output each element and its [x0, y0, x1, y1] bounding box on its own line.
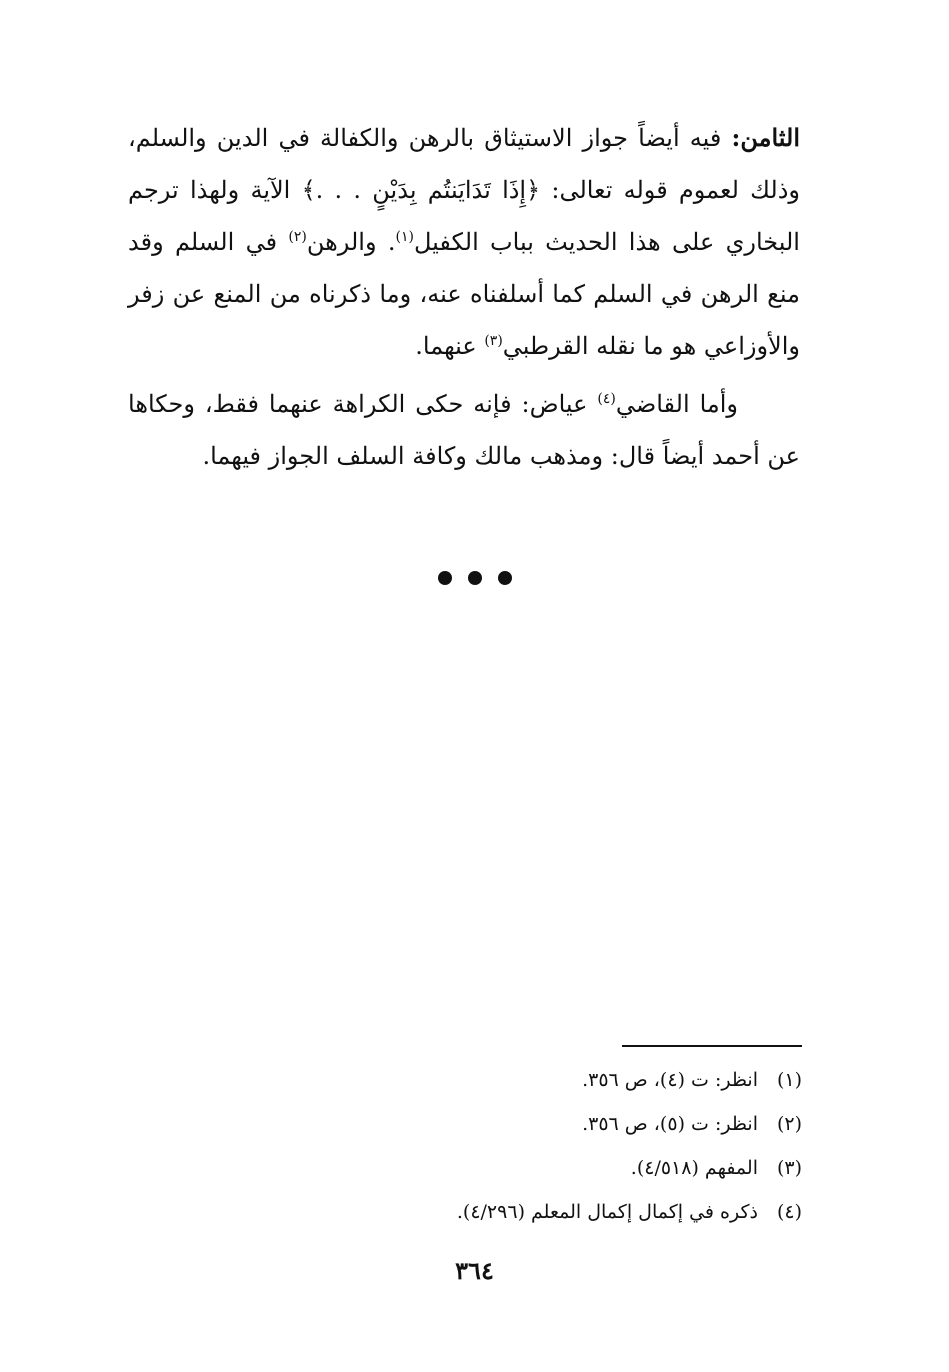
footnote-number: (٣) [776, 1157, 802, 1179]
main-text [128, 112, 800, 482]
footnote-item [128, 1102, 802, 1146]
page-number: ٣٦٤ [455, 1256, 494, 1285]
footnote-text: ذكره في إكمال إكمال المعلم (٤/٢٩٦). [456, 1201, 758, 1223]
paragraph-1-text-part: . والرهن [306, 228, 396, 256]
footnote-divider [622, 1045, 802, 1047]
separator-dot-icon [498, 571, 512, 585]
section-separator [0, 570, 949, 589]
paragraph-2 [128, 378, 800, 482]
paragraph-1-text-part: في السلم وقد منع الرهن في السلم كما أسلفناه عنه، وما ذكرناه من المنع عن زفر والأوزاعي هو ما نقله القرطبي [128, 228, 800, 360]
footnote-item [128, 1190, 802, 1234]
separator-dot-icon [438, 571, 452, 585]
paragraph-2-text-part: عياض: فإنه حكى الكراهة عنهما فقط، وحكاها عن أحمد أيضاً قال: ومذهب مالك وكافة السلف الجواز فيهما. [128, 390, 800, 470]
paragraph-2-text-part: وأما القاضي [615, 390, 738, 418]
paragraph-lead-word: الثامن: [731, 123, 800, 152]
footnote-text: المفهم (٤/٥١٨). [630, 1157, 758, 1179]
separator-dot-icon [468, 571, 482, 585]
footnote-ref-2[interactable]: (٢) [288, 229, 307, 245]
footnote-item [128, 1146, 802, 1190]
footnote-ref-4[interactable]: (٤) [597, 391, 616, 407]
footnote-text: انظر: ت (٥)، ص ٣٥٦. [582, 1113, 758, 1135]
footnote-ref-3[interactable]: (٣) [484, 333, 503, 349]
footnote-text: انظر: ت (٤)، ص ٣٥٦. [582, 1069, 758, 1091]
footnote-ref-1[interactable]: (١) [395, 229, 414, 245]
paragraph-1-text-part: عنهما. [415, 332, 485, 360]
paragraph-1-text-part: فيه أيضاً جواز الاستيثاق بالرهن والكفالة في الدين والسلم، وذلك لعموم قوله تعالى: ﴿إِذَا تَدَايَنتُم بِدَيْنٍ . . .﴾ الآية ولهذا ترجم البخاري على هذا الحديث بباب الكفيل [128, 124, 800, 256]
footnote-number: (٢) [776, 1113, 802, 1135]
footnote-item [128, 1058, 802, 1102]
footnote-number: (٤) [776, 1201, 802, 1223]
footnote-number: (١) [776, 1069, 802, 1091]
paragraph-1 [128, 112, 800, 372]
footnotes-list [128, 1058, 802, 1234]
